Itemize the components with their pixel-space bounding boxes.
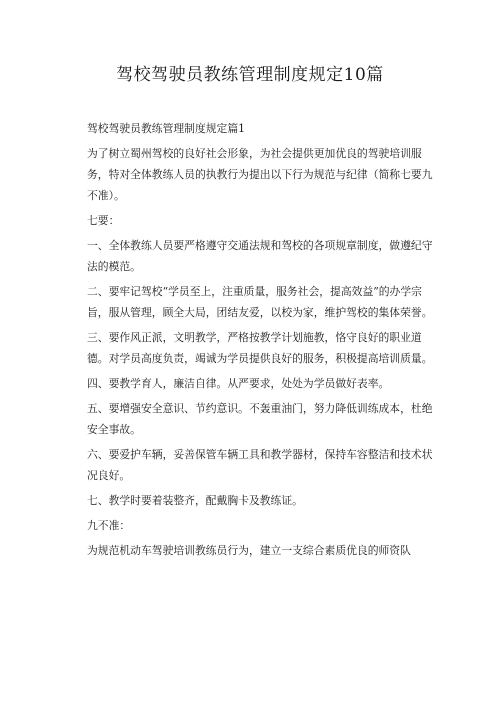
paragraph-rule-5: 五、要增强安全意识、节约意识。不轰重油门，努力降低训练成本，杜绝安全事故。 <box>87 402 433 436</box>
paragraph-rule-4: 四、要教学育人，廉洁自律。从严要求，处处为学员做好表率。 <box>87 377 390 390</box>
paragraph-nine-prohibitions-heading: 九不准： <box>87 519 131 532</box>
paragraph-seven-musts-heading: 七要： <box>87 214 120 227</box>
document-title: 驾校驾驶员教练管理制度规定10篇 <box>116 65 384 85</box>
paragraph-rule-7: 七、教学时要着装整齐，配戴胸卡及教练证。 <box>87 494 303 507</box>
paragraph-rule-6: 六、要爱护车辆，妥善保管车辆工具和教学器材，保持车容整洁和技术状况良好。 <box>87 448 433 482</box>
document-body <box>87 118 439 565</box>
section-title: 驾校驾驶员教练管理制度规定篇1 <box>87 122 246 135</box>
paragraph-prohibitions-intro: 为规范机动车驾驶培训教练员行为，建立一支综合素质优良的师资队 <box>87 544 411 557</box>
paragraph-rule-1: 一、全体教练人员要严格遵守交通法规和驾校的各项规章制度，做遵纪守法的模范。 <box>87 239 433 273</box>
paragraph-rule-3: 三、要作风正派，文明教学，严格按教学计划施教，恪守良好的职业道德。对学员高度负责，竭诚为学员提供良好的服务，积极提高培训质量。 <box>87 331 433 365</box>
paragraph-intro: 为了树立蜀州驾校的良好社会形象，为社会提供更加优良的驾驶培训服务，特对全体教练人员的执教行为提出以下行为规范与纪律（简称七要九不准）。 <box>87 147 433 202</box>
paragraph-rule-2: 二、要牢记驾校“学员至上，注重质量，服务社会，提高效益”的办学宗旨，服从管理，顾全大局，团结友爱，以校为家，维护驾校的集体荣誉。 <box>87 285 433 319</box>
